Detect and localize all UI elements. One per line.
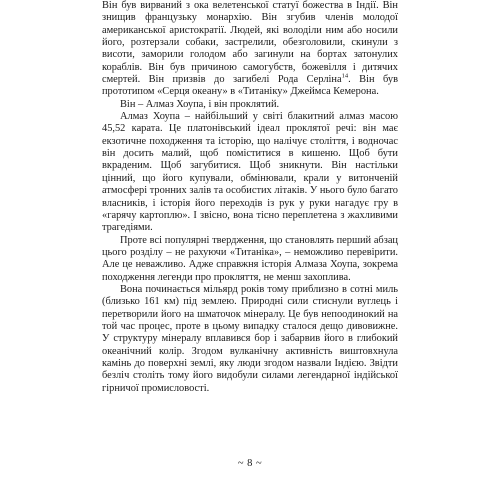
paragraph-1-text: Він був вирваний з ока велетенської статуї божества в Індії. Він знищив французьку монархію. Він згубив членів молодої американської аристократії. Людей, які володіли ним або носили його, розтерзали собаки, застрелили, обезголовили, скинули з висоти, заморили голодом або загинули на бортах затонулих кораблів. Він був причиною самогубств, божевілля і дитячих смертей. Він призвів до загибелі Рода Серліна bbox=[102, 0, 398, 86]
paragraph-3: Алмаз Хоупа – найбільший у світі блакитний алмаз масою 45,52 карата. Це платонівський ідеал проклятої речі: він має екзотичне походження та історію, що налічує століття, і водночас він досить малий, щоб поміститися в кишеню. Щоб бути вкраденим. Щоб загубитися. Щоб зникнути. Він настільки цінний, що його купували, обмінювали, крали у витонченій атмосфері тронних залів та особистих літаків. У нього було багато власників, і історія його переходів із рук у руки нагадує гру в «гарячу картоплю». І звісно, вона тісно переплетена з жахливими трагедіями. bbox=[102, 111, 398, 234]
paragraph-2: Він – Алмаз Хоупа, і він проклятий. bbox=[120, 98, 280, 110]
page-number: ~ 8 ~ bbox=[237, 458, 263, 469]
paragraph-1 bbox=[102, 0, 398, 99]
paragraph-4: Проте всі популярні твердження, що становлять перший абзац цього розділу – не рахуючи «Титаніка», – неможливо перевірити. Але це неважливо. Адже справжня історія Алмаза Хоупа, зокрема походження легенди про прокляття, не менш захоплива. bbox=[102, 234, 398, 283]
footnote-marker[interactable]: 14 bbox=[341, 72, 349, 80]
paragraph-1-tail: . Він був прототипом «Серця океану» в «Титаніку» Джеймса Кемерона. bbox=[102, 74, 398, 98]
body-text bbox=[102, 0, 398, 395]
paragraph-5: Вона починається мільярд років тому приблизно в сотні миль (близько 161 км) під землею. Природні сили стиснули вуглець і перетворили його на шматочок мінералу. Це був непоодинокий на той час процес, проте в цьому випадку сталося дещо дивовижне. У структуру мінералу вплавився бор і забарвив його в глибокий океанічний колір. Згодом вулканічну активність виштовхнула камінь до поверхні землі, яку люди згодом назвали Індією. Звідти безліч століть тому його видобули силами легендарної індійської гірничої промисловості. bbox=[102, 283, 398, 394]
